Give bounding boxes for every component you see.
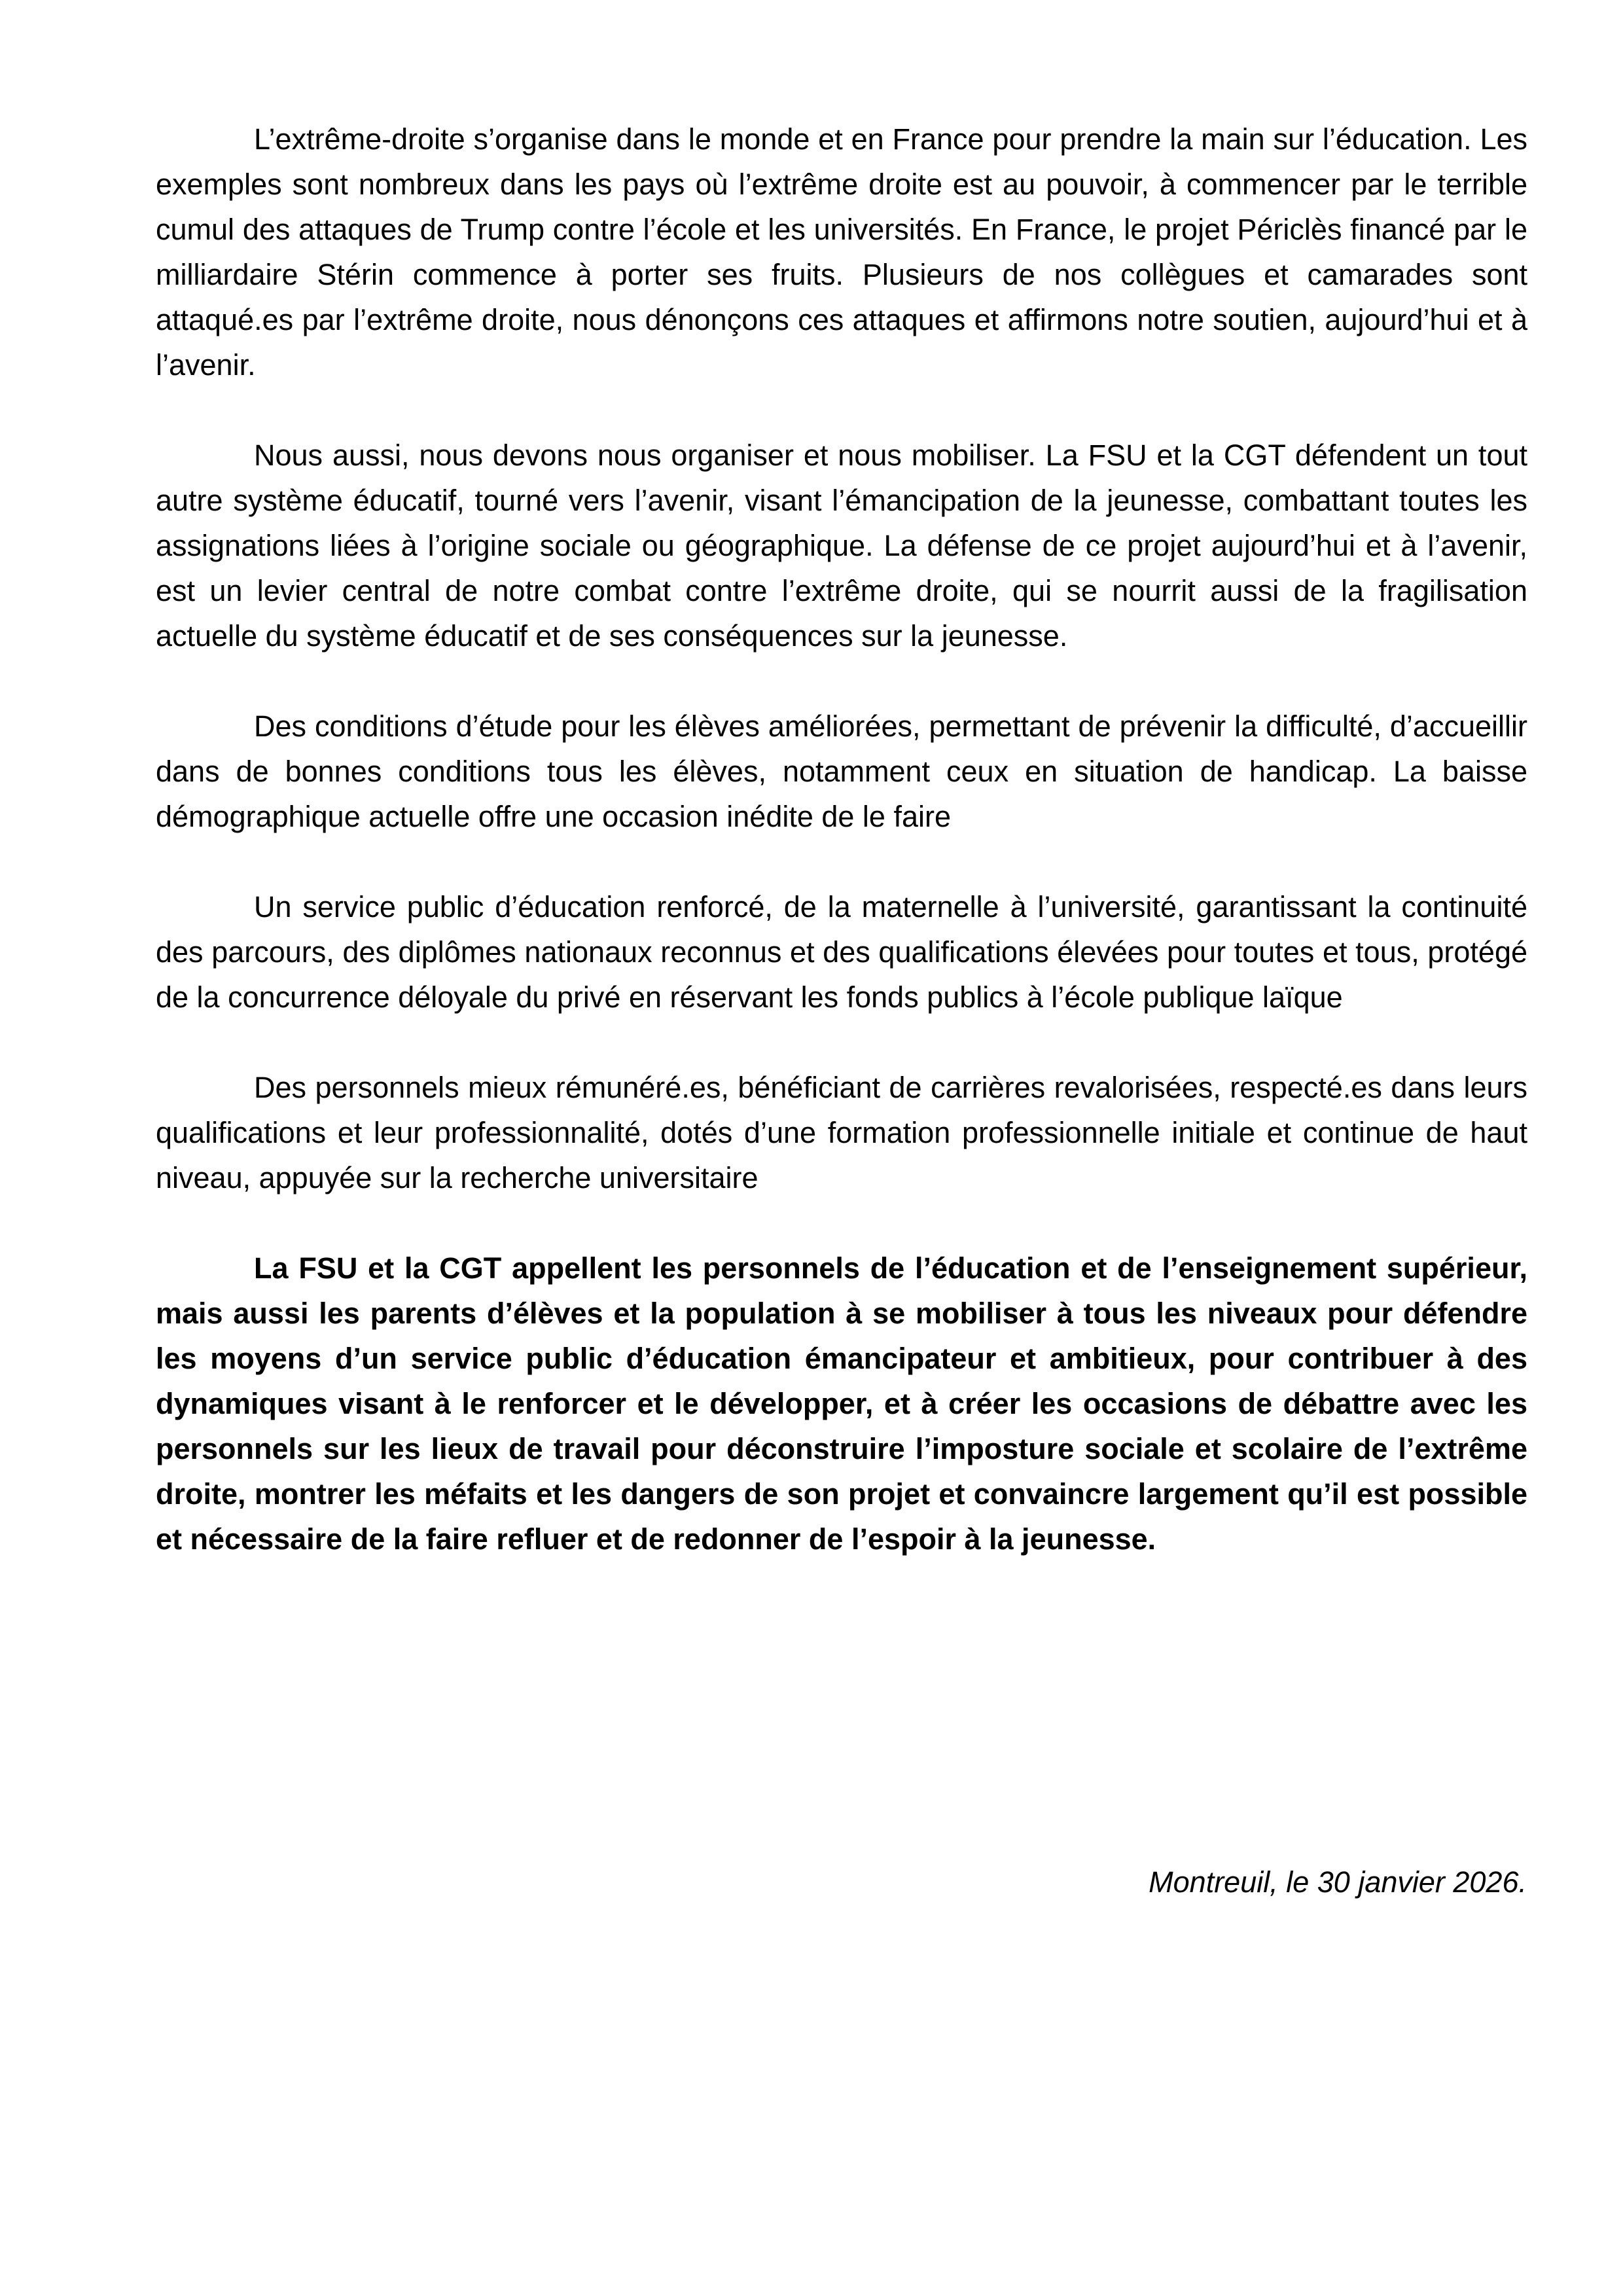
paragraph-appel-mobilisation: La FSU et la CGT appellent les personnels de l’éducation et de l’enseignement supérieur, mais aussi les parents d’élèves et la population à se mobiliser à tous les niveaux pour défendre les moyens d’un service public d’éducation émancipateur et ambitieux, pour contribuer à des dynamiques visant à le renforcer et le développer, et à créer les occasions de débattre avec les personnels sur les lieux de travail pour déconstruire l’imposture sociale et scolaire de l’extrême droite, montrer les méfaits et les dangers de son projet et convaincre largement qu’il est possible et nécessaire de la faire refluer et de redonner de l’espoir à la jeunesse. xyxy=(156,1251,1527,1556)
paragraph-nous-aussi: Nous aussi, nous devons nous organiser et nous mobiliser. La FSU et la CGT défendent un tout autre système éducatif, tourné vers l’avenir, visant l’émancipation de la jeunesse, combattant toutes les assignations liées à l’origine sociale ou géographique. La défense de ce projet aujourd’hui et à l’avenir, est un levier central de notre combat contre l’extrême droite, qui se nourrit aussi de la fragilisation actuelle du système éducatif et de ses conséquences sur la jeunesse. xyxy=(156,439,1527,653)
paragraph-personnels: Des personnels mieux rémunéré.es, bénéficiant de carrières revalorisées, respecté.es dans leurs qualifications et leur professionnalité, dotés d’une formation professionnelle initiale et continue de haut niveau, appuyée sur la recherche universitaire xyxy=(156,1071,1527,1194)
paragraph-conditions-etude: Des conditions d’étude pour les élèves améliorées, permettant de prévenir la difficulté, d’accueillir dans de bonnes conditions tous les élèves, notamment ceux en situation de handicap. La baisse démographique actuelle offre une occasion inédite de le faire xyxy=(156,709,1527,833)
paragraph-service-public: Un service public d’éducation renforcé, de la maternelle à l’université, garantissant la continuité des parcours, des diplômes nationaux reconnus et des qualifications élevées pour toutes et tous, protégé de la concurrence déloyale du privé en réservant les fonds publics à l’école publique laïque xyxy=(156,890,1527,1014)
document-body xyxy=(156,117,1527,1607)
paragraph-extreme-droite: L’extrême-droite s’organise dans le monde et en France pour prendre la main sur l’éducation. Les exemples sont nombreux dans les pays où l’extrême droite est au pouvoir, à commencer par le terrible cumul des attaques de Trump contre l’école et les universités. En France, le projet Périclès financé par le milliardaire Stérin commence à porter ses fruits. Plusieurs de nos collègues et camarades sont attaqué.es par l’extrême droite, nous dénonçons ces attaques et affirmons notre soutien, aujourd’hui et à l’avenir. xyxy=(156,122,1527,382)
dateline: Montreuil, le 30 janvier 2026. xyxy=(1149,1865,1527,1899)
